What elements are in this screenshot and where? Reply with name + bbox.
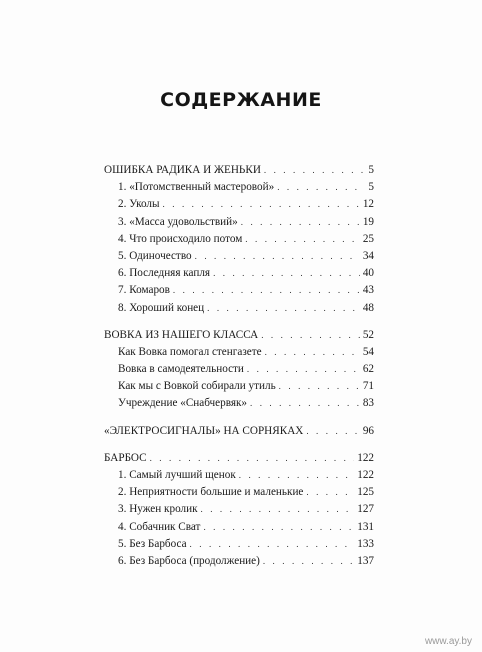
toc-leader-dots — [306, 484, 354, 501]
toc-entry-label: 3. Нужен кролик — [118, 503, 198, 516]
toc-entry-label: Учреждение «Снабчервяк» — [118, 397, 247, 410]
toc-entry — [104, 423, 374, 440]
toc-entry-label: 1. «Потомственный мастеровой» — [118, 181, 275, 194]
toc-leader-dots — [277, 179, 365, 196]
toc-leader-dots — [190, 536, 355, 553]
toc-leader-dots — [173, 282, 360, 299]
toc-entry-label: 5. Без Барбоса — [118, 537, 187, 550]
toc-entry — [104, 214, 374, 231]
toc-page-number: 122 — [357, 469, 374, 481]
toc-entry-label: «ЭЛЕКТРОСИГНАЛЫ» НА СОРНЯКАХ — [104, 424, 304, 437]
toc-entry — [104, 536, 374, 553]
toc-page-number: 40 — [362, 267, 374, 280]
toc-entry — [104, 378, 374, 395]
toc-page-number: 5 — [368, 181, 374, 194]
toc-entry — [104, 450, 374, 467]
toc-entry-label: 2. Уколы — [118, 198, 160, 211]
toc-entry — [104, 248, 374, 265]
toc-entry — [104, 162, 374, 179]
toc-entry-label: 4. Собачник Сват — [118, 520, 201, 533]
toc-leader-dots — [203, 519, 354, 536]
toc-entry-label: 3. «Масса удовольствий» — [118, 215, 238, 228]
toc-entry — [104, 300, 374, 317]
toc-leader-dots — [245, 231, 360, 248]
toc-entry-label: 4. Что происходило потом — [118, 232, 243, 245]
toc-entry-label: ОШИБКА РАДИКА И ЖЕНЬКИ — [104, 164, 261, 176]
toc-entry — [104, 179, 374, 196]
toc-entry — [104, 553, 374, 570]
toc-leader-dots — [207, 300, 360, 317]
toc-leader-dots — [247, 361, 360, 378]
toc-page-number: 25 — [362, 232, 374, 245]
page-title: СОДЕРЖАНИЕ — [160, 89, 322, 111]
toc-entry — [104, 344, 374, 361]
toc-entry-label: 5. Одиночество — [118, 249, 192, 262]
toc-page-number: 52 — [362, 328, 374, 341]
toc-leader-dots — [241, 214, 360, 231]
toc-leader-dots — [163, 196, 360, 213]
toc-leader-dots — [195, 248, 360, 265]
toc-entry — [104, 265, 374, 282]
toc-entry — [104, 282, 374, 299]
toc-page-number: 12 — [362, 198, 374, 211]
toc-entry — [104, 501, 374, 518]
toc-leader-dots — [250, 395, 360, 412]
toc-entry — [104, 395, 374, 412]
toc-entry-label: 6. Без Барбоса (продолжение) — [118, 554, 260, 567]
toc-page-number: 131 — [357, 520, 374, 533]
toc-leader-dots — [306, 423, 359, 440]
toc-entry — [104, 467, 374, 484]
toc-entry-label: Как Вовка помогал стенгазете — [118, 345, 262, 358]
toc-entry — [104, 231, 374, 248]
toc-entry-label: 2. Неприятности большие и маленькие — [118, 486, 304, 499]
toc-entry — [104, 361, 374, 378]
toc-page-number: 43 — [362, 284, 374, 297]
toc-leader-dots — [265, 344, 360, 361]
toc-entry-label: ВОВКА ИЗ НАШЕГО КЛАССА — [104, 328, 259, 341]
toc-page-number: 137 — [357, 554, 374, 567]
toc-page-number: 62 — [362, 363, 374, 376]
toc-leader-dots — [261, 327, 360, 344]
toc-page-number: 19 — [362, 215, 374, 228]
toc-page-number: 122 — [357, 451, 374, 464]
toc-page-number: 71 — [362, 380, 374, 393]
toc-leader-dots — [263, 553, 354, 570]
toc-leader-dots — [279, 378, 360, 395]
toc-entry-label: 1. Самый лучший щенок — [118, 469, 236, 481]
toc-entry — [104, 196, 374, 213]
toc-page-number: 54 — [362, 345, 374, 358]
table-of-contents — [104, 162, 374, 570]
toc-entry-label: Вовка в самодеятельности — [118, 363, 244, 376]
toc-page-number: 5 — [368, 164, 374, 176]
watermark: www.ay.by — [424, 636, 472, 647]
toc-leader-dots — [264, 162, 366, 179]
toc-page-number: 96 — [362, 424, 374, 437]
toc-page-number: 83 — [362, 397, 374, 410]
toc-leader-dots — [213, 265, 360, 282]
toc-leader-dots — [201, 501, 355, 518]
toc-page-number: 127 — [357, 503, 374, 516]
toc-page-number: 125 — [357, 486, 374, 499]
toc-entry-label: БАРБОС — [104, 451, 147, 464]
toc-entry — [104, 327, 374, 344]
toc-page-number: 48 — [362, 301, 374, 314]
toc-entry-label: 6. Последняя капля — [118, 267, 211, 280]
toc-leader-dots — [150, 450, 355, 467]
toc-entry — [104, 484, 374, 501]
toc-page-number: 34 — [362, 249, 374, 262]
toc-entry-label: Как мы с Вовкой собирали утиль — [118, 380, 276, 393]
toc-entry-label: 7. Комаров — [118, 284, 170, 297]
toc-leader-dots — [239, 467, 354, 484]
toc-entry — [104, 519, 374, 536]
toc-entry-label: 8. Хороший конец — [118, 301, 205, 314]
toc-page-number: 133 — [357, 537, 374, 550]
